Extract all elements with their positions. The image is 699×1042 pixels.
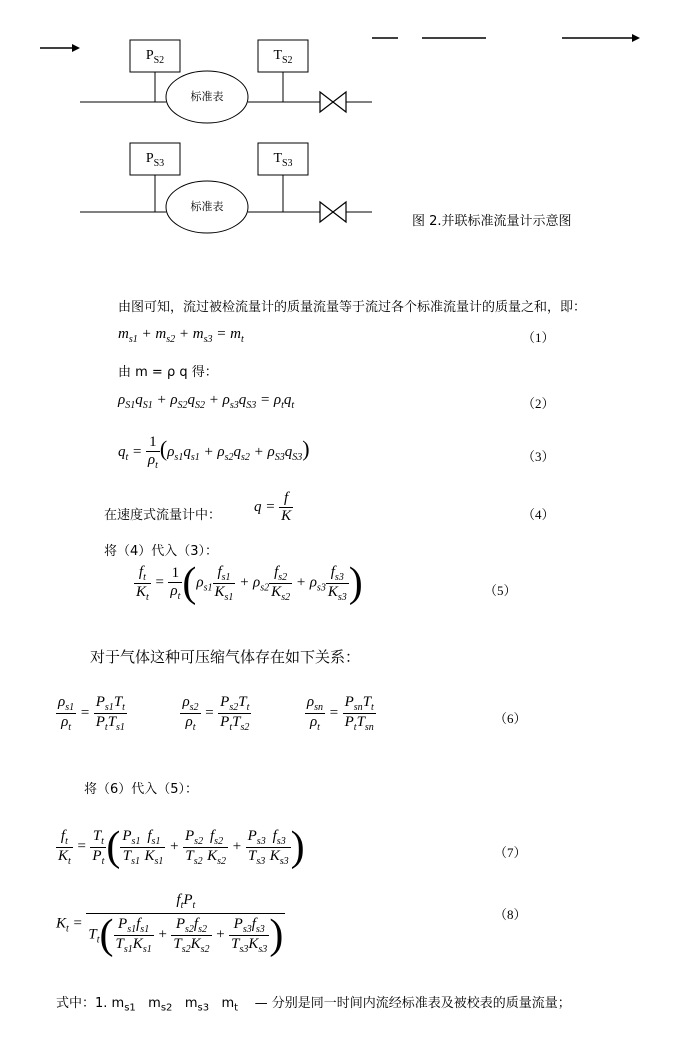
equation-number: （1） [522, 330, 555, 345]
velocity-meter-text: 在速度式流量计中： [104, 508, 222, 523]
equation-8: $K_t$ = $f_tP_t$ $T_t$( $\frac{P_{s1}f_{s1}}{T_{s1}K_{s1}}$ + $\frac{P_{s2}f_{s2}}{T_{s2}K_{s2}}$ + $\frac{P_{s3}f_{s3}}{T_{s3}K_{s3}}$ ) [56, 892, 284, 958]
equation-1: $m_{s1} + m_{s2} + m_{s3} = m_t$ [118, 326, 244, 345]
substitute-text-1: 将（4）代入（3）： [104, 544, 219, 559]
symbol-definition: 式中：1. $m_{s1}$ $m_{s2}$ $m_{s3}$ $m_t$ — 分别是同一时间内流经标准表及被校表的质量流量； [56, 996, 571, 1014]
definition-suffix: — 分别是同一时间内流经标准表及被校表的质量流量； [254, 996, 571, 1011]
equation-number: （8） [494, 907, 527, 922]
valve-icon [320, 92, 346, 112]
equation-7: $\frac{f_t}{K_t}$ = $\frac{T_t}{P_t}$ ( $\frac{P_{s1}}{T_{s1}}$ $\frac{f_{s1}}{K_{s1}}$ + $\frac{P_{s2}}{T_{s2}}$ $\frac{f_{s2}}{K_{s2}}$ + $\frac{P_{s3}}{T_{s3}}$ $\frac{f_{s3}}{K_{s3}}$ ) [58, 824, 305, 870]
equation-4: q = $\frac{f}{K}$ [254, 490, 292, 524]
equation-number: （4） [522, 507, 555, 522]
gas-relation-text: 对于气体这种可压缩气体存在如下关系： [90, 648, 361, 666]
equation-number: （7） [494, 845, 527, 860]
standard-meter-label: 标准表 [190, 200, 224, 213]
parallel-meter-diagram [0, 0, 699, 240]
substitute-text-2: 将（6）代入（5）： [84, 782, 199, 797]
equation-number: （5） [484, 583, 517, 598]
flow-arrow-right [562, 34, 640, 42]
equation-2: $\rho_{S1}q_{S1} + \rho_{S2}q_{S2} + \rho_{s3}q_{S3} = \rho_tq_t$ [118, 392, 295, 411]
branch-s3 [80, 143, 372, 233]
valve-icon [320, 202, 346, 222]
flow-arrow-left [40, 44, 80, 52]
paragraph-intro: 由图可知，流过被检流量计的质量流量等于流过各个标准流量计的质量之和，即： [118, 300, 587, 315]
pressure-label-s3: $P_{S3}$ [145, 151, 165, 169]
equation-number: （6） [494, 711, 527, 726]
equation-3: $q_t$ = $\frac{1}{\rho_t}$ $(\rho_{s1}q_{s1} + \rho_{s2}q_{s2} + \rho_{S3}q_{S3})$ [118, 434, 310, 471]
standard-meter-label: 标准表 [190, 90, 224, 103]
equation-5: $\frac{f_t}{K_t}$ = $\frac{1}{\rho_t}$ ($\rho_{s1}$ $\frac{f_{s1}}{K_{s1}}$ + $\rho_{s2}$ $\frac{f_{s2}}{K_{s2}}$ + $\rho_{s3}$ $\frac{f_{s3}}{K_{s3}}$ ) [136, 560, 363, 606]
equation-number: （3） [522, 449, 555, 464]
temperature-label-s3: $T_{S3}$ [273, 151, 293, 169]
mass-relation-text: 由 m = ρ q 得： [118, 365, 218, 380]
figure-caption: 图 2.并联标准流量计示意图 [412, 214, 572, 229]
definition-prefix: 式中：1. m [56, 996, 125, 1011]
temperature-label-s2: $T_{S2}$ [273, 48, 293, 66]
equation-6: $\frac{\rho_{s1}}{\rho_t}$ = $\frac{P_{s1}T_t}{P_tT_{s1}}$ $\frac{\rho_{s2}}{\rho_t}$ = $\frac{P_{s2}T_t}{P_tT_{s2}}$ $\frac{\rho_{sn}}{\rho_t}$ = $\frac{P_{sn}T_t}{P_tT_{sn}}$ [58, 694, 374, 733]
branch-s2 [80, 40, 372, 123]
equation-number: （2） [522, 396, 555, 411]
pressure-label-s2: $P_{S2}$ [145, 48, 165, 66]
